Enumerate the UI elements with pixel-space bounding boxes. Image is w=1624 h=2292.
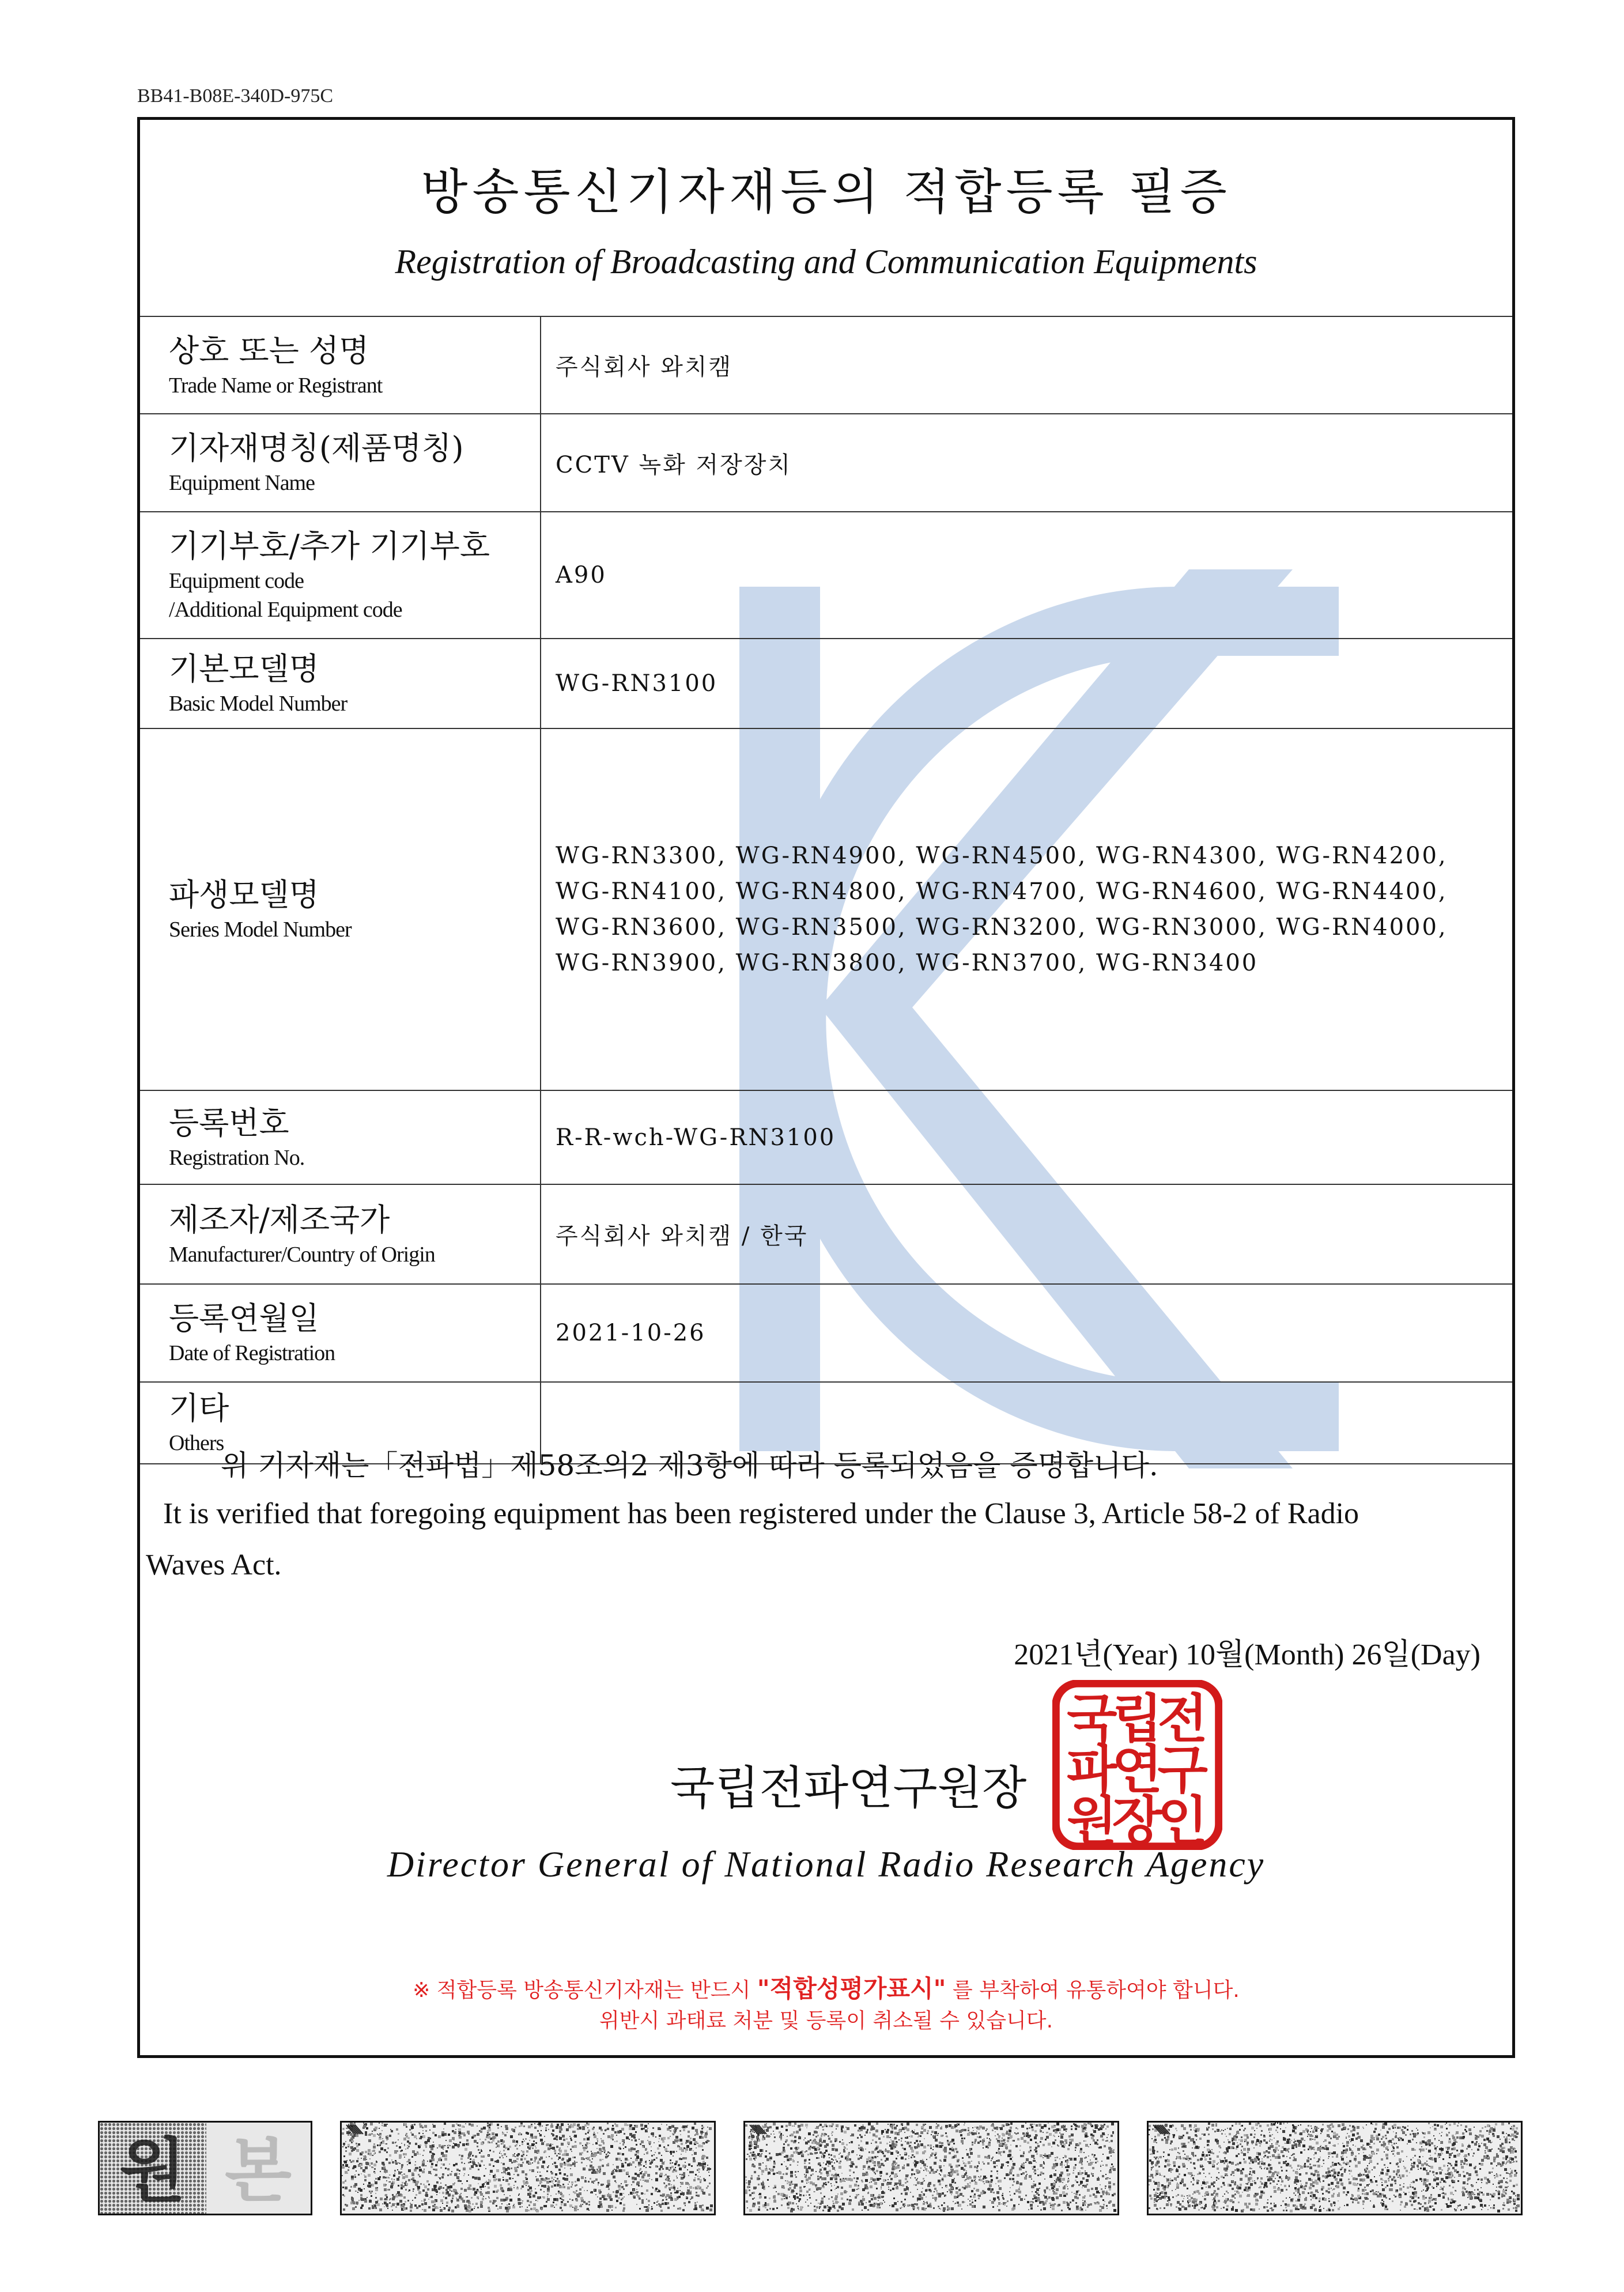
svg-text:인: 인	[1157, 1790, 1208, 1850]
svg-text:국: 국	[1067, 1688, 1117, 1750]
label-manufacturer-en: Manufacturer/Country of Origin	[169, 1242, 435, 1267]
director-korean: 국립전파연구원장	[670, 1761, 1027, 1815]
notice-prefix: ※ 적합등록 방송통신기자재는 반드시	[413, 1978, 751, 2002]
svg-text:연: 연	[1112, 1739, 1163, 1800]
row-equipment-code	[140, 512, 1512, 639]
registration-table	[140, 316, 1512, 1464]
certification-english-line1: It is verified that foregoing equipment has been registered under the Clause 3, Article 58-2 of Radio	[163, 1497, 1359, 1530]
security-barcode-3	[1147, 2121, 1523, 2215]
director-english: Director General of National Radio Research Agency	[387, 1844, 1266, 1885]
certification-english-line2: Waves Act.	[146, 1549, 282, 1581]
label-series-model-en: Series Model Number	[169, 917, 352, 942]
label-additional-code-en: /Additional Equipment code	[169, 598, 402, 622]
row-manufacturer	[140, 1184, 1512, 1284]
certificate-frame	[137, 117, 1515, 2058]
value-equipment-code: A90	[541, 512, 1512, 639]
svg-text:립: 립	[1112, 1688, 1163, 1750]
series-line: WG-RN3300, WG-RN4900, WG-RN4500, WG-RN4300, WG-RN4200,	[556, 843, 1448, 869]
notice-highlight: "적합성평가표시"	[757, 1974, 946, 2003]
svg-text:전: 전	[1157, 1688, 1208, 1750]
row-basic-model	[140, 639, 1512, 728]
title-korean: 방송통신기자재등의 적합등록 필증	[421, 164, 1232, 220]
row-date-of-registration	[140, 1284, 1512, 1382]
document-id: BB41-B08E-340D-975C	[137, 85, 333, 107]
series-line: WG-RN4100, WG-RN4800, WG-RN4700, WG-RN4600, WG-RN4400,	[556, 878, 1448, 905]
title-english: Registration of Broadcasting and Communication Equipments	[395, 243, 1257, 281]
label-equipment-name-en: Equipment Name	[169, 471, 315, 495]
label-trade-name-ko: 상호 또는 성명	[169, 332, 369, 369]
label-equipment-code-ko: 기기부호/추가 기기부호	[169, 528, 490, 564]
label-basic-model-en: Basic Model Number	[169, 692, 348, 716]
notice-line2: 위반시 과태료 처분 및 등록이 취소될 수 있습니다.	[599, 2009, 1053, 2033]
svg-text:원: 원	[119, 2131, 186, 2211]
label-basic-model-ko: 기본모델명	[169, 651, 319, 687]
issue-date: 2021년(Year) 10월(Month) 26일(Day)	[1014, 1638, 1481, 1671]
value-series-models	[541, 728, 1512, 1090]
value-equipment-name: CCTV 녹화 저장장치	[541, 414, 1512, 512]
value-manufacturer: 주식회사 와치캠 / 한국	[541, 1184, 1512, 1284]
label-registration-no-en: Registration No.	[169, 1145, 305, 1170]
security-barcode-1	[340, 2121, 716, 2215]
label-others-ko: 기타	[169, 1390, 229, 1426]
label-trade-name-en: Trade Name or Registrant	[169, 373, 383, 398]
value-trade-name: 주식회사 와치캠	[541, 316, 1512, 414]
series-line: WG-RN3900, WG-RN3800, WG-RN3700, WG-RN3400	[556, 950, 1259, 976]
label-manufacturer-ko: 제조자/제조국가	[169, 1201, 390, 1238]
row-equipment-name	[140, 414, 1512, 512]
svg-text:파: 파	[1067, 1739, 1117, 1800]
label-series-model-ko: 파생모델명	[169, 877, 319, 913]
label-date-ko: 등록연월일	[169, 1300, 319, 1336]
value-date-of-registration: 2021-10-26	[541, 1284, 1512, 1382]
label-equipment-code-en: Equipment code	[169, 569, 304, 593]
original-stamp-box	[98, 2121, 312, 2215]
svg-text:구: 구	[1157, 1739, 1208, 1800]
official-seal	[1052, 1680, 1222, 1850]
security-barcode-2	[743, 2121, 1119, 2215]
notice-line1	[140, 1970, 1512, 2004]
notice-suffix: 를 부착하여 유통하여야 합니다.	[952, 1978, 1240, 2002]
row-registration-no	[140, 1090, 1512, 1184]
row-series-model	[140, 728, 1512, 1090]
svg-text:본: 본	[225, 2131, 292, 2211]
label-registration-no-ko: 등록번호	[169, 1104, 289, 1141]
value-basic-model: WG-RN3100	[541, 639, 1512, 728]
certification-korean: 위 기자재는「전파법」제58조의2 제3항에 따라 등록되었음을 증명합니다.	[221, 1449, 1158, 1482]
row-trade-name	[140, 316, 1512, 414]
value-registration-no: R-R-wch-WG-RN3100	[541, 1090, 1512, 1184]
certification-statement	[146, 1443, 1494, 1591]
svg-text:장: 장	[1112, 1790, 1163, 1850]
label-date-en: Date of Registration	[169, 1341, 335, 1365]
svg-text:원: 원	[1067, 1790, 1117, 1850]
label-others-en: Others	[169, 1431, 224, 1455]
series-line: WG-RN3600, WG-RN3500, WG-RN3200, WG-RN3000, WG-RN4000,	[556, 914, 1448, 941]
label-equipment-name-ko: 기자재명칭(제품명칭)	[169, 430, 464, 466]
